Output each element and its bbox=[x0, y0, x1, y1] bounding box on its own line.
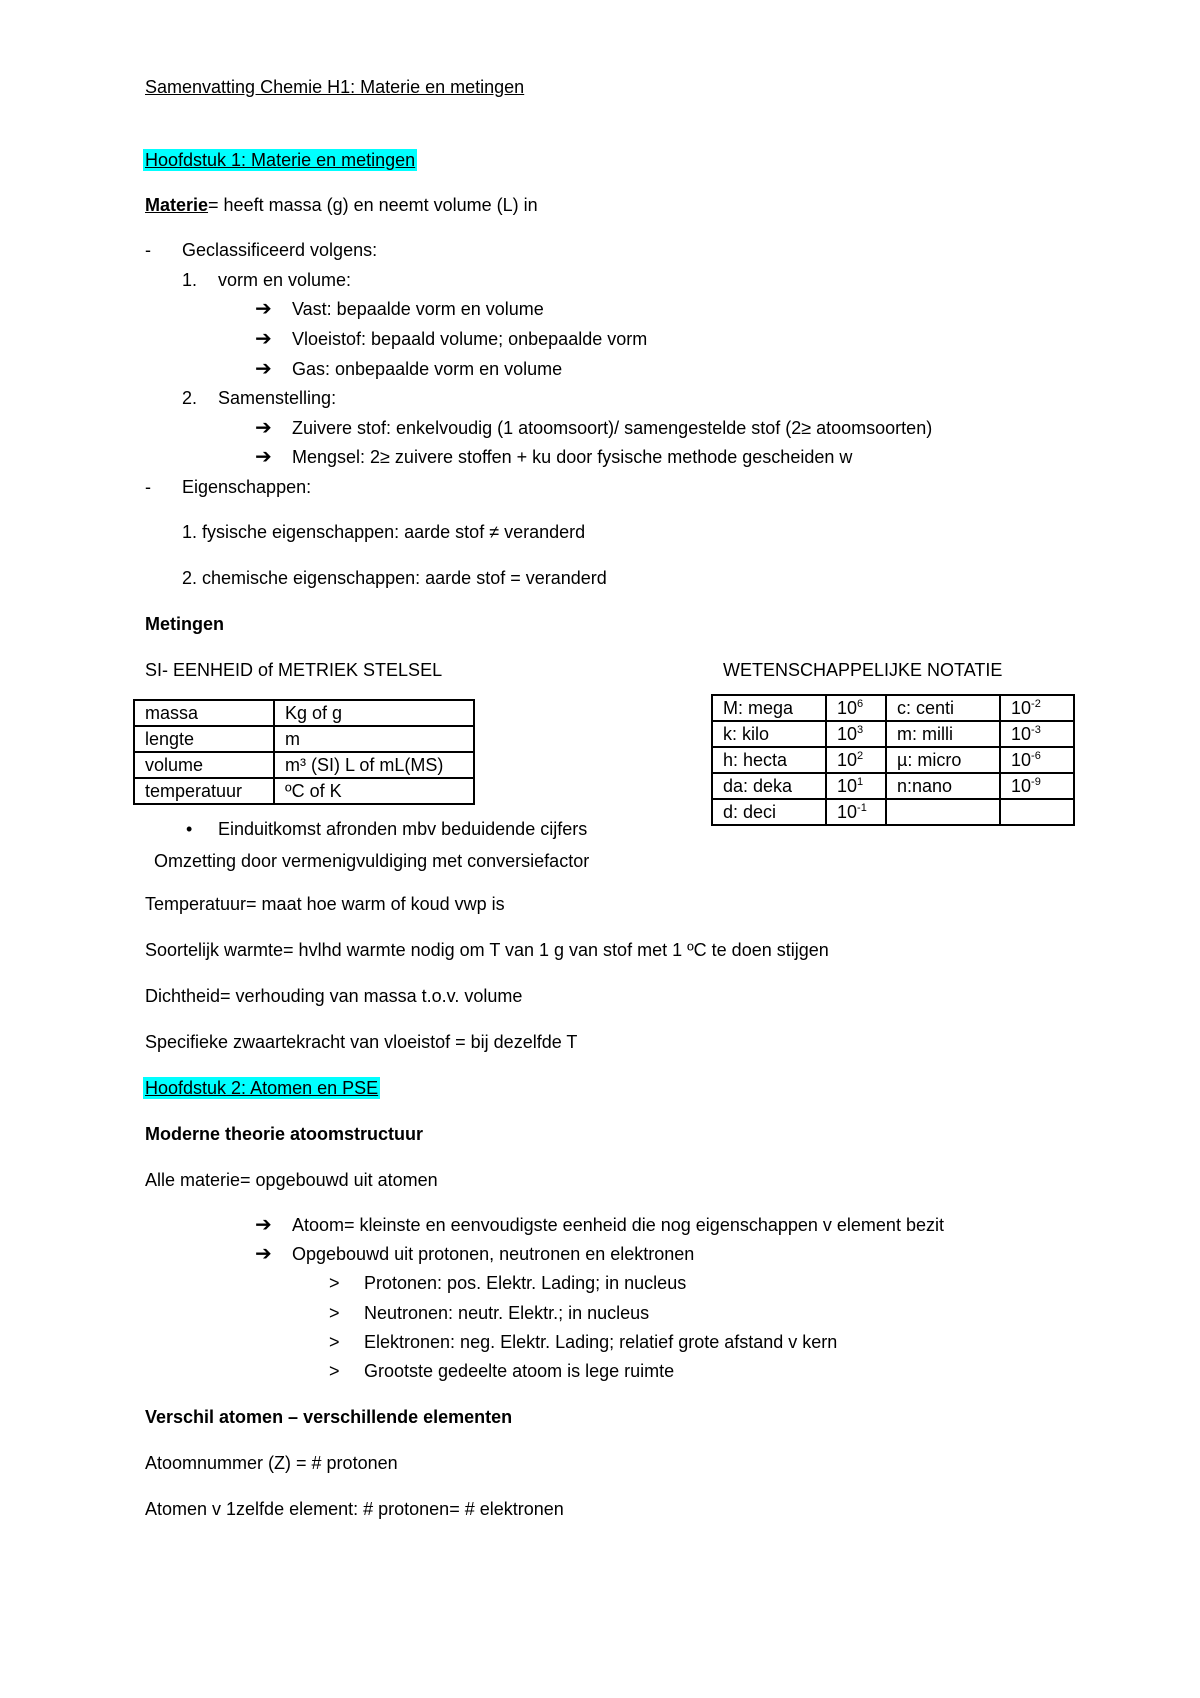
wetenschappelijke-label: WETENSCHAPPELIJKE NOTATIE bbox=[723, 660, 1003, 680]
prefix-table bbox=[711, 694, 1075, 826]
prefix-power-cell bbox=[1000, 799, 1074, 825]
prefix-power-cell bbox=[826, 747, 886, 773]
vloeistof-item: Vloeistof: bepaald volume; onbepaalde vorm bbox=[292, 329, 648, 349]
atoomnummer-line: Atoomnummer (Z) = # protonen bbox=[145, 1453, 398, 1473]
prefix-power-cell bbox=[1000, 695, 1074, 721]
si-unit-cell: Kg of g bbox=[274, 700, 474, 726]
list-number-1: 1. bbox=[182, 270, 198, 290]
power-exponent: 2 bbox=[857, 750, 864, 762]
prefix-name-cell: da: deka bbox=[712, 773, 826, 799]
prefix-power-cell bbox=[826, 773, 886, 799]
verschil-heading: Verschil atomen – verschillende elementen bbox=[145, 1407, 513, 1427]
power-base: 10 bbox=[837, 724, 858, 744]
dichtheid-definition: Dichtheid= verhouding van massa t.o.v. volume bbox=[145, 986, 523, 1006]
si-table-row bbox=[134, 700, 474, 726]
power-exponent: 6 bbox=[857, 698, 864, 710]
prefix-name-cell: h: hecta bbox=[712, 747, 826, 773]
arrow-right-icon: ➔ bbox=[255, 417, 272, 439]
prefix-power-cell bbox=[826, 695, 886, 721]
arrow-right-icon: ➔ bbox=[255, 358, 272, 380]
power-exponent: 1 bbox=[857, 776, 864, 788]
classification-label: Geclassificeerd volgens: bbox=[182, 240, 378, 260]
omzetting-line: Omzetting door vermenigvuldiging met conversiefactor bbox=[154, 851, 590, 871]
prefix-power-cell bbox=[1000, 721, 1074, 747]
grootste-item: Grootste gedeelte atoom is lege ruimte bbox=[364, 1361, 675, 1381]
si-quantity-cell: massa bbox=[134, 700, 274, 726]
opgebouwd-line: Opgebouwd uit protonen, neutronen en elektronen bbox=[292, 1244, 695, 1264]
specifieke-zwaartekracht-definition: Specifieke zwaartekracht van vloeistof = bij dezelfde T bbox=[145, 1032, 578, 1052]
power-exponent: 3 bbox=[857, 724, 864, 736]
mengsel-item: Mengsel: 2≥ zuivere stoffen + ku door fysische methode gescheiden w bbox=[292, 447, 853, 467]
atoom-definition: Atoom= kleinste en eenvoudigste eenheid die nog eigenschappen v element bezit bbox=[292, 1215, 944, 1235]
prefix-name-cell: k: kilo bbox=[712, 721, 826, 747]
si-unit-cell: m bbox=[274, 726, 474, 752]
si-table-row bbox=[134, 726, 474, 752]
vast-item: Vast: bepaalde vorm en volume bbox=[292, 299, 544, 319]
arrow-right-icon: ➔ bbox=[255, 446, 272, 468]
prefix-power-cell bbox=[826, 721, 886, 747]
gas-item: Gas: onbepaalde vorm en volume bbox=[292, 359, 563, 379]
materie-def-text: = heeft massa (g) en neemt volume (L) in bbox=[208, 195, 538, 215]
arrow-right-icon: ➔ bbox=[255, 1243, 272, 1265]
arrow-right-icon: ➔ bbox=[255, 298, 272, 320]
si-quantity-cell: lengte bbox=[134, 726, 274, 752]
alle-materie-line: Alle materie= opgebouwd uit atomen bbox=[145, 1170, 438, 1190]
dash-marker: - bbox=[145, 240, 151, 260]
arrow-right-icon: ➔ bbox=[255, 328, 272, 350]
power-exponent: -3 bbox=[1031, 724, 1041, 736]
chapter-1-heading: Hoofdstuk 1: Materie en metingen bbox=[145, 150, 416, 170]
prefix-name-cell: m: milli bbox=[886, 721, 1000, 747]
power-base: 10 bbox=[1011, 776, 1032, 796]
protonen-item: Protonen: pos. Elektr. Lading; in nucleus bbox=[364, 1273, 687, 1293]
samenstelling-label: Samenstelling: bbox=[218, 388, 337, 408]
power-exponent: -1 bbox=[857, 802, 867, 814]
eigenschappen-label: Eigenschappen: bbox=[182, 477, 312, 497]
gt-marker: > bbox=[329, 1332, 340, 1352]
gt-marker: > bbox=[329, 1273, 340, 1293]
arrow-right-icon: ➔ bbox=[255, 1214, 272, 1236]
dash-marker: - bbox=[145, 477, 151, 497]
gt-marker: > bbox=[329, 1303, 340, 1323]
temperatuur-definition: Temperatuur= maat hoe warm of koud vwp is bbox=[145, 894, 505, 914]
bullet-marker: • bbox=[186, 819, 193, 839]
prefix-name-cell: c: centi bbox=[886, 695, 1000, 721]
prefix-name-cell: M: mega bbox=[712, 695, 826, 721]
prefix-power-cell bbox=[826, 799, 886, 825]
moderne-theorie-heading: Moderne theorie atoomstructuur bbox=[145, 1124, 424, 1144]
chapter-2-heading: Hoofdstuk 2: Atomen en PSE bbox=[145, 1078, 379, 1098]
prefix-power-cell bbox=[1000, 747, 1074, 773]
atomen-v-element-line: Atomen v 1zelfde element: # protonen= # elektronen bbox=[145, 1499, 564, 1519]
document-title: Samenvatting Chemie H1: Materie en metingen bbox=[145, 77, 525, 97]
power-base: 10 bbox=[1011, 750, 1032, 770]
prefix-name-cell: n:nano bbox=[886, 773, 1000, 799]
si-table-row bbox=[134, 778, 474, 804]
power-exponent: -9 bbox=[1031, 776, 1041, 788]
si-label: SI- EENHEID of METRIEK STELSEL bbox=[145, 660, 443, 680]
materie-term: Materie bbox=[145, 195, 209, 215]
neutronen-item: Neutronen: neutr. Elektr.; in nucleus bbox=[364, 1303, 650, 1323]
soortelijk-warmte-definition: Soortelijk warmte= hvlhd warmte nodig om T van 1 g van stof met 1 ºC te doen stijgen bbox=[145, 940, 829, 960]
si-units-table bbox=[133, 699, 475, 805]
elektronen-item: Elektronen: neg. Elektr. Lading; relatief grote afstand v kern bbox=[364, 1332, 838, 1352]
prefix-table-row bbox=[712, 721, 1074, 747]
power-base: 10 bbox=[837, 776, 858, 796]
prefix-table-row bbox=[712, 747, 1074, 773]
power-exponent: -2 bbox=[1031, 698, 1041, 710]
prefix-table-row bbox=[712, 695, 1074, 721]
einduitkomst-item: Einduitkomst afronden mbv beduidende cijfers bbox=[218, 819, 588, 839]
list-number-2: 2. bbox=[182, 388, 198, 408]
power-exponent: -6 bbox=[1031, 750, 1041, 762]
fysische-eigenschappen: 1. fysische eigenschappen: aarde stof ≠ veranderd bbox=[182, 522, 586, 542]
power-base: 10 bbox=[837, 698, 858, 718]
materie-definition bbox=[145, 194, 538, 216]
power-base: 10 bbox=[1011, 698, 1032, 718]
si-quantity-cell: temperatuur bbox=[134, 778, 274, 804]
metingen-heading: Metingen bbox=[145, 614, 224, 634]
prefix-power-cell bbox=[1000, 773, 1074, 799]
power-base: 10 bbox=[837, 802, 858, 822]
prefix-name-cell: d: deci bbox=[712, 799, 826, 825]
prefix-name-cell: µ: micro bbox=[886, 747, 1000, 773]
si-table-row bbox=[134, 752, 474, 778]
si-unit-cell: m³ (SI) L of mL(MS) bbox=[274, 752, 474, 778]
si-quantity-cell: volume bbox=[134, 752, 274, 778]
power-base: 10 bbox=[837, 750, 858, 770]
si-unit-cell: ºC of K bbox=[274, 778, 474, 804]
gt-marker: > bbox=[329, 1361, 340, 1381]
power-base: 10 bbox=[1011, 724, 1032, 744]
chemische-eigenschappen: 2. chemische eigenschappen: aarde stof = veranderd bbox=[182, 568, 607, 588]
prefix-table-row bbox=[712, 773, 1074, 799]
prefix-name-cell bbox=[886, 799, 1000, 825]
zuivere-stof-item: Zuivere stof: enkelvoudig (1 atoomsoort)/ samengestelde stof (2≥ atoomsoorten) bbox=[292, 418, 933, 438]
prefix-table-row bbox=[712, 799, 1074, 825]
vorm-volume-label: vorm en volume: bbox=[218, 270, 352, 290]
